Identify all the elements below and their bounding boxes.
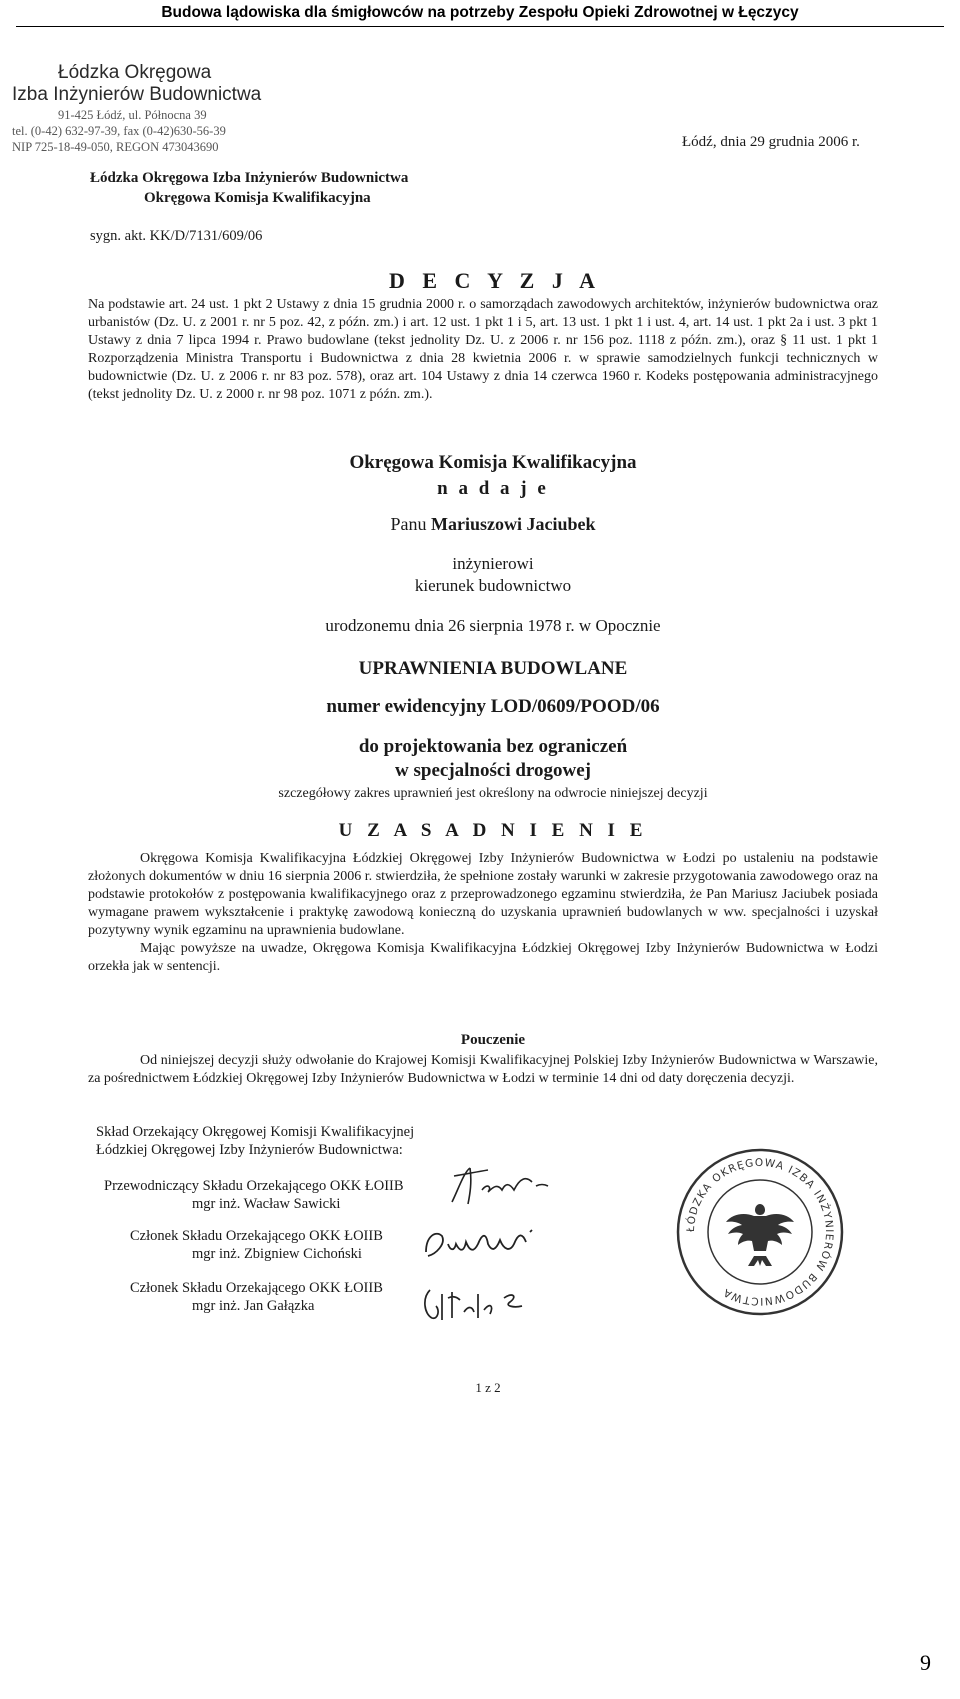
justification-paragraph: Okręgowa Komisja Kwalifikacyjna Łódzkiej Okręgowej Izby Inżynierów Budownictwa w Łodzi po ustaleniu na podstawie złożonych dokumentów w dniu 16 sierpnia 2006 r. stwierdziła, że spełnione zostały warunki w zakresie przygotowania zawodowego oraz na podstawie protokołów z postępowania kwalifikacyjnego oraz z przeprowadzonego egzaminu stwierdziła, że Pan Mariusz Jaciubek posiada wymagane prawem wykształcenie i praktykę zawodową konieczną do uzyskania uprawnień budowlanych w ww. specjalności i uzyskał pozytywny wynik egzaminu na uprawnienia budowlane. xyxy=(88,851,878,938)
instruction-paragraph: Od niniejszej decyzji służy odwołanie do Krajowej Komisji Kwalifikacyjnej Polskiej Izby Inżynierów Budownictwa w Warszawie, za pośrednictwem Łódzkiej Okręgowej Izby Inżynierów Budownictwa w Łodzi w terminie 14 dni od daty doręczenia decyzji. xyxy=(88,1053,878,1086)
instruction-body xyxy=(88,1052,878,1088)
permission-title: UPRAWNIENIA BUDOWLANE xyxy=(358,658,628,679)
panel-member-role: Członek Składu Orzekającego OKK ŁOIIB xyxy=(130,1228,383,1244)
signature-cichonski xyxy=(418,1222,538,1264)
recipient-prefix: Panu xyxy=(390,514,431,534)
scope-line1: do projektowania bez ograniczeń xyxy=(358,736,628,757)
signature-galazka xyxy=(418,1284,528,1326)
eagle-emblem-icon xyxy=(726,1204,794,1266)
city-date: Łódź, dnia 29 grudnia 2006 r. xyxy=(682,134,860,150)
study-field: kierunek budownictwo xyxy=(414,576,572,595)
recipient-name: Mariuszowi Jaciubek xyxy=(431,514,596,534)
official-seal xyxy=(674,1146,846,1318)
instruction-heading: Pouczenie xyxy=(460,1032,526,1048)
committee-heading: Okręgowa Komisja Kwalifikacyjna xyxy=(349,452,637,473)
letterhead-line2: Izba Inżynierów Budownictwa xyxy=(12,84,262,105)
justification-heading: U Z A S A D N I E N I E xyxy=(338,820,648,841)
panel-member-role: Przewodniczący Składu Orzekającego OKK ŁOIIB xyxy=(104,1178,404,1194)
legal-basis-paragraph: Na podstawie art. 24 ust. 1 pkt 2 Ustawy z dnia 15 grudnia 2000 r. o samorządach zawodowych architektów, inżynierów budownictwa oraz urbanistów (Dz. U. z 2001 r. nr 5 poz. 42, z późn. zm.) i art. 12 ust. 1 pkt 1 i 5, art. 13 ust. 1 pkt 1 i ust. 4, art. 14 ust. 1 pkt 2a i ust. 3 pkt 1 Ustawy z dnia 7 lipca 1994 r. Prawo budowlane (tekst jednolity Dz. U. z 2006 r. nr 156 poz. 1118 z późn. zm.), oraz § 11 ust. 1 pkt 1 Rozporządzenia Ministra Transportu i Budownictwa z dnia 28 kwietnia 2006 r. w sprawie samodzielnych funkcji technicznych w budownictwie (Dz. U. z 2006 r. nr 83 poz. 578), oraz art. 104 Ustawy z dnia 14 czerwca 1960 r. Kodeks postępowania administracyjnego (tekst jednolity Dz. U. z 2000 r. nr 98 poz. 1071 z późn. zm.). xyxy=(88,297,878,402)
panel-heading-line2: Łódzkiej Okręgowej Izby Inżynierów Budownictwa: xyxy=(96,1142,403,1158)
grants-heading: n a d a j e xyxy=(437,478,549,499)
letterhead-nip: NIP 725-18-49-050, REGON 473043690 xyxy=(12,140,219,154)
scope-line2: w specjalności drogowej xyxy=(395,760,591,781)
justification-body xyxy=(88,850,878,976)
seal-text: ŁÓDZKA OKRĘGOWA IZBA INŻYNIERÓW BUDOWNICTWA xyxy=(684,1156,836,1308)
panel-member-name: mgr inż. Jan Gałązka xyxy=(192,1298,315,1314)
letterhead-address: 91-425 Łódź, ul. Północna 39 xyxy=(58,108,207,122)
scope-note: szczegółowy zakres uprawnień jest określony na odwrocie niniejszej decyzji xyxy=(278,786,708,801)
panel-member-name: mgr inż. Wacław Sawicki xyxy=(192,1196,341,1212)
case-reference: sygn. akt. KK/D/7131/609/06 xyxy=(90,228,263,244)
panel-heading-line1: Skład Orzekający Okręgowej Komisji Kwalifikacyjnej xyxy=(96,1124,415,1140)
recipient xyxy=(0,514,960,535)
justification-paragraph: Mając powyższe na uwadze, Okręgowa Komisja Kwalifikacyjna Łódzkiej Okręgowej Izby Inżynierów Budownictwa w Łodzi orzekła jak w sentencji. xyxy=(88,941,878,974)
organization-committee: Okręgowa Komisja Kwalifikacyjna xyxy=(144,190,371,206)
signature-sawicki xyxy=(448,1160,558,1210)
page-number: 9 xyxy=(920,1650,931,1675)
registration-number: numer ewidencyjny LOD/0609/POOD/06 xyxy=(326,696,660,717)
running-header: Budowa lądowiska dla śmigłowców na potrzeby Zespołu Opieki Zdrowotnej w Łęczycy xyxy=(161,4,799,21)
letterhead-line1: Łódzka Okręgowa xyxy=(58,62,212,83)
birth-info: urodzonemu dnia 26 sierpnia 1978 r. w Opocznie xyxy=(325,616,661,635)
panel-member-name: mgr inż. Zbigniew Cichoński xyxy=(192,1246,362,1262)
decision-title: D E C Y Z J A xyxy=(388,268,602,293)
organization-name: Łódzka Okręgowa Izba Inżynierów Budownictwa xyxy=(90,170,409,186)
professional-title: inżynierowi xyxy=(452,554,534,573)
panel-member-role: Członek Składu Orzekającego OKK ŁOIIB xyxy=(130,1280,383,1296)
letterhead-phone: tel. (0-42) 632-97-39, fax (0-42)630-56-39 xyxy=(12,124,226,138)
page-of-indicator: 1 z 2 xyxy=(475,1380,501,1395)
